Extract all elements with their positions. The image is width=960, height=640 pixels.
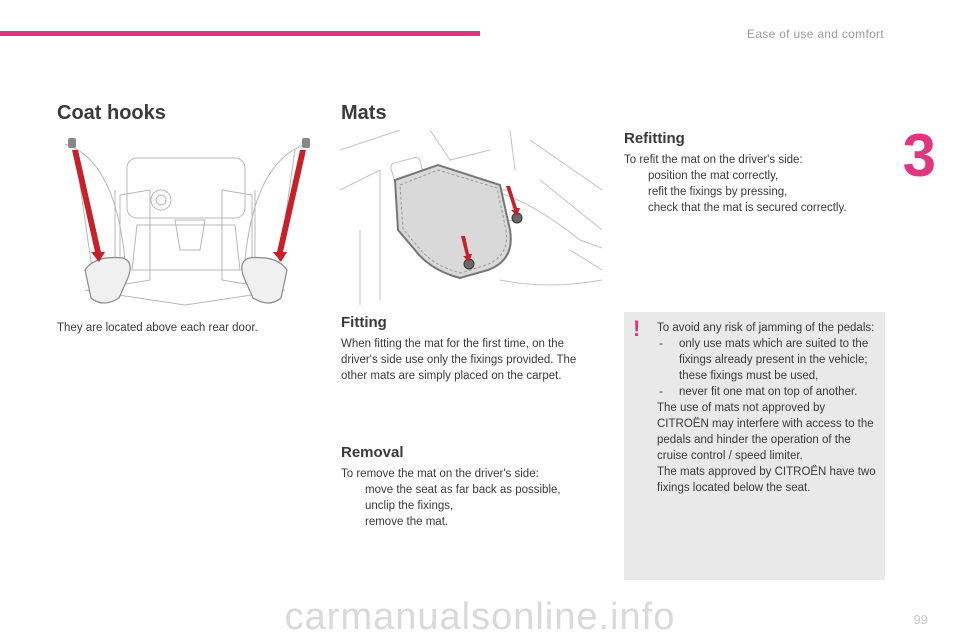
coat-hooks-caption: They are located above each rear door. <box>57 322 258 334</box>
coat-hooks-illustration <box>55 130 317 310</box>
watermark: carmanualsonline.info <box>284 596 676 638</box>
warning-item: - only use mats which are suited to the fixings already present in the vehicle; these fixings must be used, <box>659 338 869 382</box>
removal-steps <box>341 482 591 530</box>
list-item: remove the mat. <box>365 516 449 528</box>
coat-hooks-title: Coat hooks <box>57 102 166 124</box>
warning-exclamation-icon: ! <box>633 316 641 341</box>
warning-box <box>624 312 885 580</box>
right-arrow-icon <box>273 150 306 262</box>
top-accent-bar <box>0 31 480 36</box>
refitting-intro: To refit the mat on the driver's side: <box>624 154 803 166</box>
warning-intro: To avoid any risk of jamming of the pedals: <box>657 322 875 334</box>
page-number: 99 <box>913 612 928 627</box>
section-label: Ease of use and comfort <box>747 27 884 41</box>
mats-title: Mats <box>341 102 387 124</box>
list-item: unclip the fixings, <box>365 500 454 512</box>
list-item: move the seat as far back as possible, <box>365 484 561 496</box>
removal-intro: To remove the mat on the driver's side: <box>341 468 539 480</box>
list-item: refit the fixings by pressing, <box>648 186 788 198</box>
warning-para-1: The use of mats not approved by CITROËN may interfere with access to the pedals and hinder the operation of the cruise control / speed limiter. <box>657 402 874 462</box>
fixing-1-arrow-icon <box>506 186 520 216</box>
refitting-title: Refitting <box>624 130 685 147</box>
right-hook-icon <box>302 138 310 148</box>
refitting-steps <box>624 168 884 216</box>
removal-title: Removal <box>341 444 404 461</box>
mats-illustration <box>340 130 602 308</box>
chapter-number: 3 <box>902 122 936 189</box>
warning-para-2: The mats approved by CITROËN have two fixings located below the seat. <box>657 466 876 494</box>
left-hook-icon <box>68 138 76 148</box>
fitting-text: When fitting the mat for the first time, on the driver's side use only the fixings provided. The other mats are simply placed on the carpet. <box>341 338 577 382</box>
warning-text <box>657 320 879 496</box>
fitting-title: Fitting <box>341 314 387 331</box>
warning-item: - never fit one mat on top of another. <box>659 386 858 398</box>
list-item: check that the mat is secured correctly. <box>648 202 847 214</box>
list-item: position the mat correctly, <box>648 170 779 182</box>
